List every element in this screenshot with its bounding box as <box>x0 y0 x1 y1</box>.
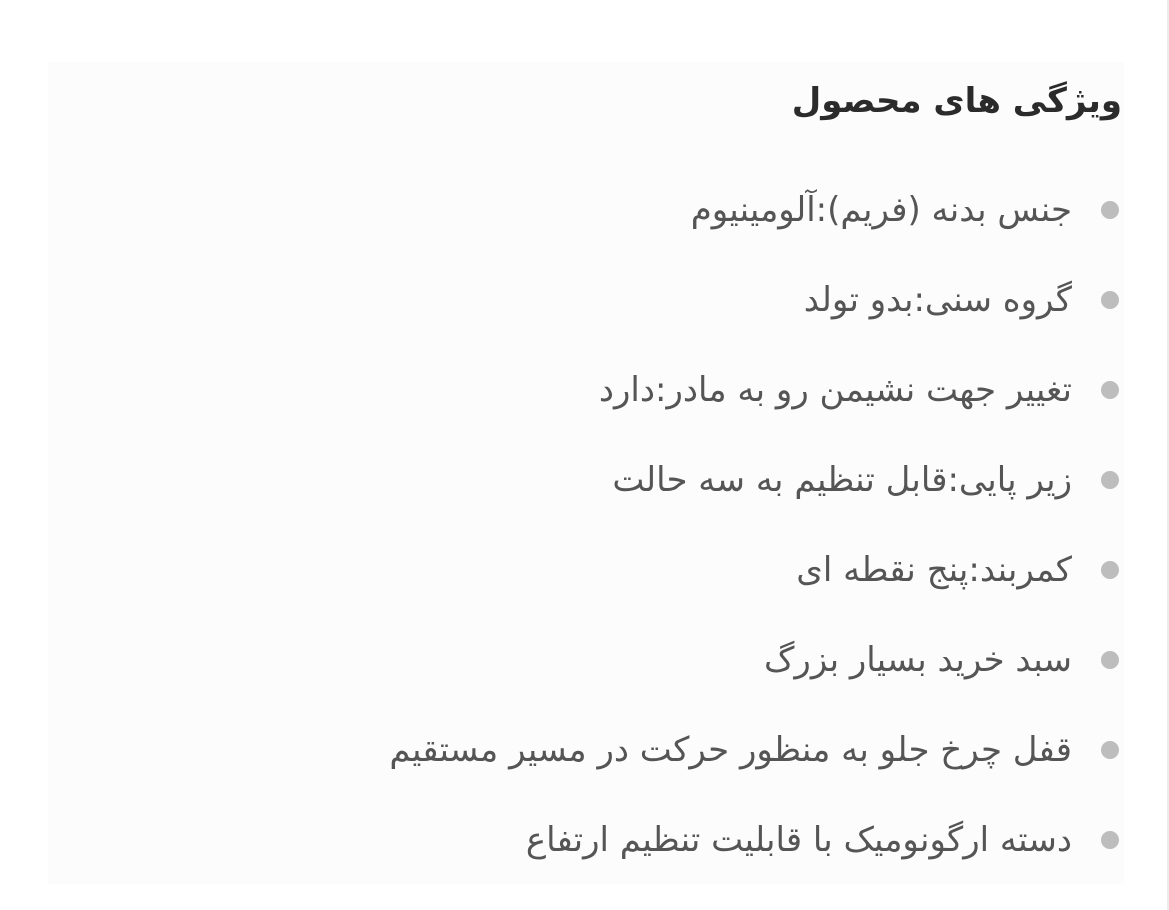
feature-text: جنس بدنه (فریم):آلومینیوم <box>690 190 1072 230</box>
bullet-icon <box>1101 201 1119 219</box>
feature-text: کمربند:پنج نقطه ای <box>796 550 1072 590</box>
feature-text: دسته ارگونومیک با قابلیت تنظیم ارتفاع <box>525 820 1072 860</box>
bullet-icon <box>1101 651 1119 669</box>
feature-item <box>64 360 1124 450</box>
section-title: ویژگی های محصول <box>791 81 1122 121</box>
bullet-icon <box>1101 381 1119 399</box>
feature-item <box>64 810 1124 900</box>
feature-text: قفل چرخ جلو به منظور حرکت در مسیر مستقیم <box>389 730 1072 770</box>
bullet-icon <box>1101 741 1119 759</box>
feature-item <box>64 720 1124 810</box>
bullet-icon <box>1101 291 1119 309</box>
feature-text: تغییر جهت نشیمن رو به مادر:دارد <box>598 370 1072 410</box>
bullet-icon <box>1101 471 1119 489</box>
product-features-card <box>48 62 1124 884</box>
bullet-icon <box>1101 561 1119 579</box>
feature-item <box>64 540 1124 630</box>
feature-item <box>64 270 1124 360</box>
feature-list <box>64 180 1124 900</box>
feature-text: زیر پایی:قابل تنظیم به سه حالت <box>612 460 1072 500</box>
bullet-icon <box>1101 831 1119 849</box>
feature-item <box>64 630 1124 720</box>
feature-item <box>64 450 1124 540</box>
feature-text: سبد خرید بسیار بزرگ <box>763 640 1072 680</box>
feature-item <box>64 180 1124 270</box>
feature-text: گروه سنی:بدو تولد <box>803 280 1072 320</box>
